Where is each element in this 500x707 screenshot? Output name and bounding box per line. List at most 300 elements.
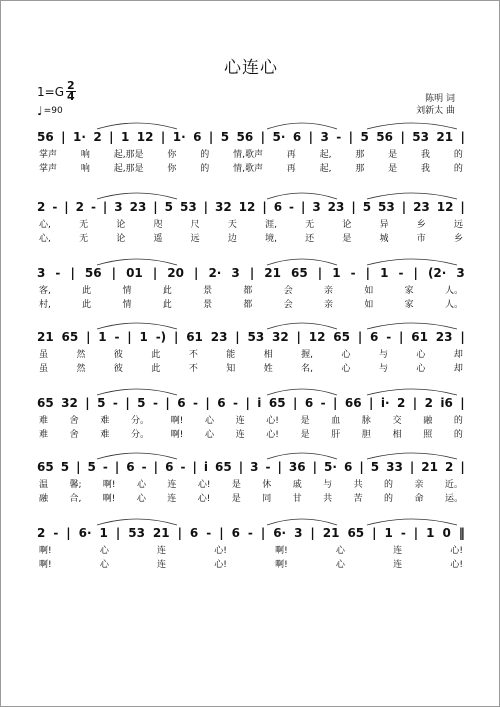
note: - xyxy=(400,526,406,540)
lyric-syllable: 无 xyxy=(305,220,315,230)
note-line xyxy=(37,457,465,477)
note: 21 xyxy=(264,266,281,280)
barline: | xyxy=(400,130,405,144)
lyric-syllable: 分。 xyxy=(131,416,150,426)
lyric-syllable: 难 xyxy=(100,430,110,440)
lyric-syllable: 的 xyxy=(200,164,210,174)
note: 3 xyxy=(37,266,46,280)
note: 23 xyxy=(129,200,147,214)
lyric-syllable: 再 xyxy=(286,164,296,174)
lyric-syllable: 城 xyxy=(379,234,389,244)
note: i xyxy=(257,396,262,410)
lyric-syllable: 心! xyxy=(214,546,227,556)
barline: | xyxy=(460,396,465,410)
barline: | xyxy=(235,330,240,344)
lyric-syllable: 啊! xyxy=(170,430,184,440)
lyric-syllable: 啊! xyxy=(170,416,184,426)
barline: | xyxy=(413,266,418,280)
barline: | xyxy=(111,266,117,280)
note: 66 xyxy=(344,396,362,410)
lyric-syllable: 连 xyxy=(167,494,177,504)
lyric-syllable: 命 xyxy=(414,494,424,504)
note: - xyxy=(52,200,58,214)
lyric-syllable: 掌声 xyxy=(39,150,58,160)
lyric-syllable: 起,那是 xyxy=(113,164,144,174)
lyric-syllable: 血 xyxy=(331,416,341,426)
lyric-syllable: 心! xyxy=(450,546,463,556)
barline: | xyxy=(262,200,267,214)
lyric-syllable: 融 xyxy=(39,494,49,504)
lyric-syllable: 连 xyxy=(235,416,245,426)
note: 1 xyxy=(380,266,389,280)
lyric-syllable: 无 xyxy=(79,234,89,244)
note: 2· xyxy=(208,266,222,280)
lyric-syllable: 的 xyxy=(453,430,463,440)
lyric-syllable: 起, xyxy=(319,150,332,160)
lyric-line xyxy=(37,427,465,441)
lyric-syllable: 此 xyxy=(162,300,172,310)
note: 6 xyxy=(165,460,174,474)
time-signature xyxy=(66,81,76,102)
barline: | xyxy=(293,396,298,410)
barline: | xyxy=(160,130,166,144)
score-system xyxy=(37,523,465,571)
note: 6 xyxy=(304,396,314,410)
barline: | xyxy=(460,200,465,214)
note: 3 xyxy=(456,266,465,280)
lyric-syllable: 心, xyxy=(39,220,51,230)
lyric-syllable: 是 xyxy=(388,150,398,160)
lyric-syllable: 连 xyxy=(167,480,177,490)
barline: | xyxy=(192,460,197,474)
note: - xyxy=(53,526,59,540)
lyric-syllable: 难 xyxy=(39,416,49,426)
note-line xyxy=(37,263,465,283)
note: 5 xyxy=(220,130,230,144)
note: - xyxy=(152,396,158,410)
key-signature xyxy=(37,81,76,102)
lyric-syllable: 边 xyxy=(227,234,237,244)
note: - xyxy=(247,526,253,540)
lyric-syllable: 是 xyxy=(231,480,241,490)
lyric-line xyxy=(37,161,465,175)
lyric-syllable: 啊! xyxy=(275,546,288,556)
barline: | xyxy=(249,266,255,280)
lyric-syllable: 论 xyxy=(342,220,352,230)
barline: | xyxy=(260,526,266,540)
song-title: 心连心 xyxy=(224,58,278,78)
lyric-syllable: 彼 xyxy=(113,350,123,360)
note: - xyxy=(180,460,186,474)
lyric-syllable: 心! xyxy=(266,416,279,426)
note: - xyxy=(193,396,198,410)
barline: | xyxy=(64,200,69,214)
note: 65 xyxy=(214,460,232,474)
note: - xyxy=(265,460,271,474)
lyric-syllable: 近。 xyxy=(444,480,463,490)
lyric-syllable: 客, xyxy=(39,286,51,296)
lyric-syllable: 融 xyxy=(423,416,433,426)
lyricist: 陈明 词 xyxy=(425,94,455,104)
lyric-syllable: 你 xyxy=(167,164,177,174)
barline: | xyxy=(359,460,364,474)
lyric-syllable: 却 xyxy=(453,364,463,374)
note: 6 xyxy=(273,200,283,214)
barline: | xyxy=(412,396,418,410)
lyric-syllable: 苦 xyxy=(353,494,363,504)
note: 6 xyxy=(189,526,199,540)
lyric-line xyxy=(37,557,465,571)
lyric-syllable: 心 xyxy=(204,416,214,426)
lyric-line xyxy=(37,283,465,297)
note: 61 xyxy=(411,330,428,344)
barline: | xyxy=(152,266,158,280)
barline: | xyxy=(399,330,404,344)
lyric-syllable: 此 xyxy=(82,286,92,296)
note: 1· xyxy=(172,130,186,144)
lyric-syllable: 心! xyxy=(214,560,227,570)
lyric-syllable: 心! xyxy=(450,560,463,570)
note: 65 xyxy=(268,396,286,410)
note: 6 xyxy=(193,130,202,144)
barline: | xyxy=(208,130,214,144)
lyric-syllable: 啊! xyxy=(102,494,116,504)
lyric-syllable: 此 xyxy=(151,350,161,360)
note: 5· xyxy=(324,460,337,474)
lyric-syllable: 的 xyxy=(453,164,463,174)
note: 0 xyxy=(442,526,451,540)
lyric-syllable: 景 xyxy=(203,300,213,310)
note: - xyxy=(386,330,392,344)
lyric-syllable: 远 xyxy=(190,234,200,244)
lyric-syllable: 不 xyxy=(188,350,198,360)
note: 53 xyxy=(412,130,429,144)
lyric-line xyxy=(37,217,465,231)
lyric-syllable: 我 xyxy=(421,164,431,174)
lyric-syllable: 心 xyxy=(416,350,426,360)
lyric-syllable: 心 xyxy=(136,480,146,490)
barline: | xyxy=(277,460,282,474)
lyric-syllable: 如 xyxy=(364,300,374,310)
lyric-syllable: 难 xyxy=(100,416,110,426)
lyric-syllable: 合, xyxy=(69,494,82,504)
note: 1 xyxy=(426,526,435,540)
lyric-syllable: 知 xyxy=(226,364,236,374)
time-numerator: 2 xyxy=(67,79,75,92)
barline: ‖ xyxy=(458,526,465,540)
lyric-syllable: 都 xyxy=(243,300,253,310)
credits xyxy=(416,93,455,117)
lyric-syllable: 共 xyxy=(353,480,363,490)
note: 65 xyxy=(291,266,308,280)
lyric-syllable: 相 xyxy=(392,430,402,440)
lyric-syllable: 同 xyxy=(262,494,272,504)
lyric-syllable: 的 xyxy=(200,150,210,160)
lyric-syllable: 胆 xyxy=(361,430,371,440)
barline: | xyxy=(177,526,182,540)
note: 23 xyxy=(413,200,430,214)
lyric-syllable: 与 xyxy=(378,350,388,360)
barline: | xyxy=(114,460,120,474)
lyric-syllable: 温 xyxy=(39,480,49,490)
score-system xyxy=(37,127,465,175)
note: 1 xyxy=(98,330,107,344)
note: - xyxy=(289,200,295,214)
barline: | xyxy=(460,130,465,144)
note: 1 xyxy=(332,266,341,280)
note: 23 xyxy=(435,330,453,344)
lyric-syllable: 心, xyxy=(39,234,51,244)
note: 23 xyxy=(327,200,345,214)
barline: | xyxy=(317,266,323,280)
note: 3 xyxy=(320,130,329,144)
note: 3 xyxy=(250,460,259,474)
note: 5 xyxy=(137,396,146,410)
lyric-syllable: 亲 xyxy=(414,480,424,490)
note: - xyxy=(206,526,212,540)
lyric-syllable: 的 xyxy=(453,150,463,160)
barline: | xyxy=(205,396,210,410)
lyric-syllable: 情 xyxy=(122,300,132,310)
lyric-syllable: 然 xyxy=(76,364,86,374)
note: 61 xyxy=(186,330,203,344)
lyric-line xyxy=(37,231,465,245)
score-system xyxy=(37,457,465,505)
lyric-line xyxy=(37,477,465,491)
note-line xyxy=(37,327,465,347)
note: 1· xyxy=(72,130,86,144)
note: 5 xyxy=(164,200,173,214)
lyric-syllable: 会 xyxy=(283,286,293,296)
lyric-syllable: 情,歌声 xyxy=(233,164,263,174)
lyric-syllable: 的 xyxy=(453,416,463,426)
note: 65 xyxy=(37,460,54,474)
note: 21 xyxy=(322,526,340,540)
note: i6 xyxy=(440,396,453,410)
score-system xyxy=(37,263,465,311)
lyric-syllable: 那 xyxy=(355,164,365,174)
barline: | xyxy=(365,266,371,280)
note: 65 xyxy=(61,330,79,344)
lyric-line xyxy=(37,361,465,375)
barline: | xyxy=(194,266,199,280)
note: 6 xyxy=(126,460,135,474)
lyric-syllable: 虽 xyxy=(39,364,49,374)
barline: | xyxy=(165,396,170,410)
lyric-syllable: 心! xyxy=(197,494,211,504)
lyric-syllable: 心 xyxy=(341,350,351,360)
key-label: 1=G xyxy=(37,84,64,99)
lyric-line xyxy=(37,347,465,361)
note: - xyxy=(55,266,61,280)
note: 5 xyxy=(362,200,372,214)
note: 2 xyxy=(37,526,46,540)
note: 2 xyxy=(424,396,433,410)
score-system xyxy=(37,393,465,441)
lyric-syllable: 论 xyxy=(116,220,126,230)
note: 2 xyxy=(444,460,454,474)
note: 32 xyxy=(215,200,232,214)
lyric-syllable: 境, xyxy=(265,234,277,244)
lyric-syllable: 的 xyxy=(384,480,394,490)
lyric-syllable: 咫 xyxy=(153,220,163,230)
barline: | xyxy=(238,460,244,474)
lyric-syllable: 远 xyxy=(453,220,463,230)
note: 6· xyxy=(273,526,287,540)
note: 53 xyxy=(247,330,265,344)
note: 20 xyxy=(167,266,184,280)
barline: | xyxy=(245,396,250,410)
lyric-syllable: 如 xyxy=(364,286,374,296)
lyric-syllable: 是 xyxy=(300,430,310,440)
note: 6 xyxy=(292,130,302,144)
note: 3 xyxy=(312,200,321,214)
lyric-syllable: 还 xyxy=(305,234,315,244)
lyric-syllable: 心! xyxy=(197,480,211,490)
lyric-syllable: 村, xyxy=(39,300,51,310)
lyric-syllable: 响 xyxy=(80,150,90,160)
lyric-syllable: 然 xyxy=(76,350,86,360)
lyric-syllable: 却 xyxy=(453,350,463,360)
note: 32 xyxy=(272,330,289,344)
lyric-syllable: 连 xyxy=(157,560,167,570)
lyric-syllable: 再 xyxy=(286,150,296,160)
lyric-syllable: 啊! xyxy=(39,560,52,570)
note: 6 xyxy=(217,396,226,410)
lyric-line xyxy=(37,413,465,427)
note: 1 xyxy=(139,330,148,344)
note: 5 xyxy=(97,396,106,410)
barline: | xyxy=(369,396,374,410)
lyric-syllable: 亲 xyxy=(324,300,334,310)
barline: | xyxy=(153,460,159,474)
lyric-syllable: 难 xyxy=(39,430,49,440)
lyric-syllable: 心 xyxy=(204,430,214,440)
note: 12 xyxy=(436,200,454,214)
lyric-line xyxy=(37,147,465,161)
lyric-syllable: 涯, xyxy=(265,220,277,230)
barline: | xyxy=(312,460,317,474)
lyric-syllable: 甘 xyxy=(292,494,302,504)
note: 56 xyxy=(376,130,393,144)
lyric-syllable: 此 xyxy=(82,300,92,310)
lyric-syllable: 无 xyxy=(79,220,89,230)
lyric-syllable: 肝 xyxy=(331,430,341,440)
barline: | xyxy=(333,396,338,410)
lyric-syllable: 心 xyxy=(335,546,345,556)
lyric-syllable: 是 xyxy=(300,416,310,426)
lyric-syllable: 舍 xyxy=(69,430,79,440)
lyric-syllable: 市 xyxy=(416,234,426,244)
note: 01 xyxy=(126,266,143,280)
barline: | xyxy=(102,200,108,214)
lyric-syllable: 尺 xyxy=(190,220,200,230)
barline: | xyxy=(125,396,130,410)
lyric-syllable: 乡 xyxy=(416,220,426,230)
note: (2· xyxy=(427,266,447,280)
quarter-note-icon: ♩ xyxy=(37,104,43,118)
lyric-syllable: 心! xyxy=(266,430,279,440)
lyric-syllable: 连 xyxy=(393,560,403,570)
lyric-syllable: 起, xyxy=(319,164,332,174)
note: 21 xyxy=(421,460,438,474)
lyric-syllable: 异 xyxy=(379,220,389,230)
barline: | xyxy=(372,526,377,540)
note: 53 xyxy=(378,200,395,214)
note: - xyxy=(350,266,356,280)
lyric-syllable: 照 xyxy=(423,430,433,440)
note: 6 xyxy=(343,460,353,474)
note: 6 xyxy=(177,396,186,410)
note: 33 xyxy=(386,460,403,474)
note: - xyxy=(114,330,120,344)
lyric-syllable: 虽 xyxy=(39,350,49,360)
note: 5 xyxy=(360,130,369,144)
barline: | xyxy=(76,460,81,474)
note: 36 xyxy=(288,460,306,474)
note: 5 xyxy=(60,460,70,474)
note: 12 xyxy=(308,330,326,344)
note: 12 xyxy=(136,130,154,144)
lyric-syllable: 掌声 xyxy=(39,164,58,174)
note-line xyxy=(37,523,465,543)
lyric-syllable: 相 xyxy=(263,350,273,360)
barline: | xyxy=(127,330,132,344)
note-line xyxy=(37,127,465,147)
lyric-syllable: 是 xyxy=(342,234,352,244)
note-line xyxy=(37,197,465,217)
barline: | xyxy=(413,526,419,540)
barline: | xyxy=(409,460,415,474)
lyric-syllable: 遥 xyxy=(153,234,163,244)
barline: | xyxy=(219,526,224,540)
lyric-syllable: 啊! xyxy=(275,560,288,570)
note: 65 xyxy=(347,526,365,540)
lyric-syllable: 人。 xyxy=(444,300,463,310)
lyric-line xyxy=(37,543,465,557)
barline: | xyxy=(260,130,266,144)
note: i xyxy=(203,460,208,474)
barline: | xyxy=(460,460,465,474)
note: 56 xyxy=(236,130,254,144)
lyric-syllable: 名, xyxy=(301,364,314,374)
lyric-syllable: 啊! xyxy=(39,546,52,556)
lyric-syllable: 心 xyxy=(416,364,426,374)
lyric-syllable: 脉 xyxy=(361,416,371,426)
lyric-syllable: 戚 xyxy=(292,480,302,490)
note: 1 xyxy=(120,130,130,144)
note: - xyxy=(398,266,404,280)
note: 2 xyxy=(75,200,84,214)
note: 5 xyxy=(370,460,380,474)
time-denominator: 4 xyxy=(67,90,75,103)
barline: | xyxy=(61,130,66,144)
lyric-syllable: 的 xyxy=(384,494,394,504)
lyric-syllable: 此 xyxy=(151,364,161,374)
lyric-syllable: 连 xyxy=(157,546,167,556)
note: 1 xyxy=(384,526,393,540)
barline: | xyxy=(173,330,179,344)
lyric-syllable: 响 xyxy=(80,164,90,174)
barline: | xyxy=(70,266,75,280)
tempo-value: =90 xyxy=(43,106,63,116)
score-system xyxy=(37,197,465,245)
note: -) xyxy=(155,330,167,344)
lyric-syllable: 论 xyxy=(116,234,126,244)
lyric-syllable: 连 xyxy=(235,430,245,440)
tempo-marking xyxy=(37,104,63,118)
lyric-syllable: 能 xyxy=(226,350,236,360)
